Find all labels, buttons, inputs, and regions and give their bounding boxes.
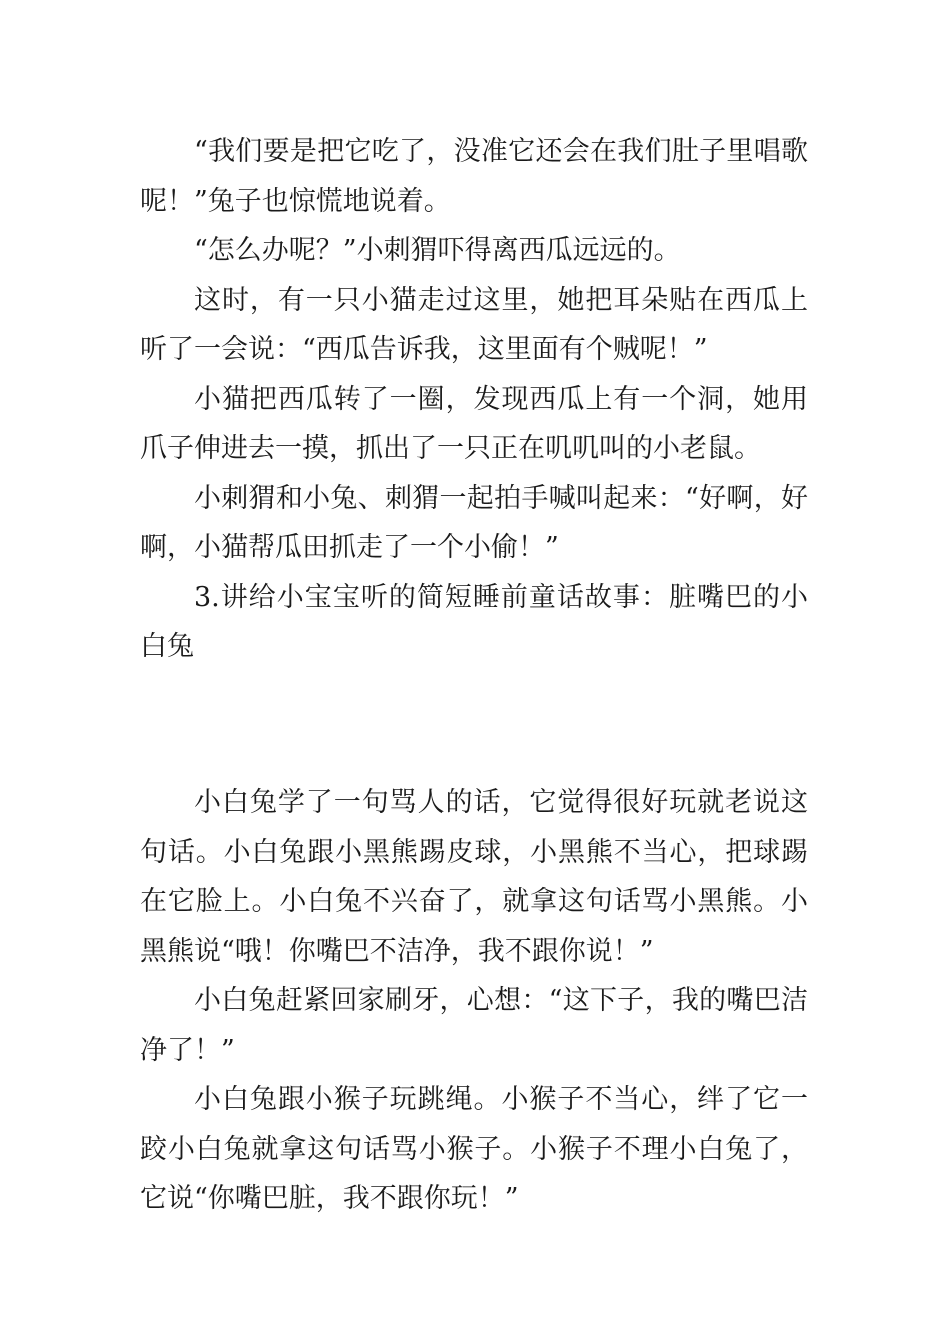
paragraph: 这时，有一只小猫走过这里，她把耳朵贴在西瓜上听了一会说：“西瓜告诉我，这里面有个贼呢！” — [140, 284, 808, 365]
paragraph: “怎么办呢？”小刺猬吓得离西瓜远远的。 — [194, 235, 681, 266]
paragraph: 小刺猬和小兔、刺猬一起拍手喊叫起来：“好啊，好啊，小猫帮瓜田抓走了一个小偷！” — [140, 482, 808, 563]
paragraph: 小白兔跟小猴子玩跳绳。小猴子不当心，绊了它一跤小白兔就拿这句话骂小猴子。小猴子不理小白兔了，它说“你嘴巴脏，我不跟你玩！” — [140, 1084, 808, 1214]
story-section-top — [140, 127, 808, 672]
section-heading: 3.讲给小宝宝听的简短睡前童话故事：脏嘴巴的小白兔 — [140, 581, 808, 662]
story-section-bottom — [140, 778, 808, 1224]
paragraph: 小白兔学了一句骂人的话，它觉得很好玩就老说这句话。小白兔跟小黑熊踢皮球，小黑熊不当心，把球踢在它脸上。小白兔不兴奋了，就拿这句话骂小黑熊。小黑熊说“哦！你嘴巴不洁净，我不跟你说！” — [140, 787, 808, 967]
paragraph: “我们要是把它吃了，没准它还会在我们肚子里唱歌呢！”兔子也惊慌地说着。 — [140, 136, 808, 217]
paragraph: 小白兔赶紧回家刷牙，心想：“这下子，我的嘴巴洁净了！” — [140, 985, 808, 1066]
paragraph: 小猫把西瓜转了一圈，发现西瓜上有一个洞，她用爪子伸进去一摸，抓出了一只正在叽叽叫的小老鼠。 — [140, 383, 808, 464]
